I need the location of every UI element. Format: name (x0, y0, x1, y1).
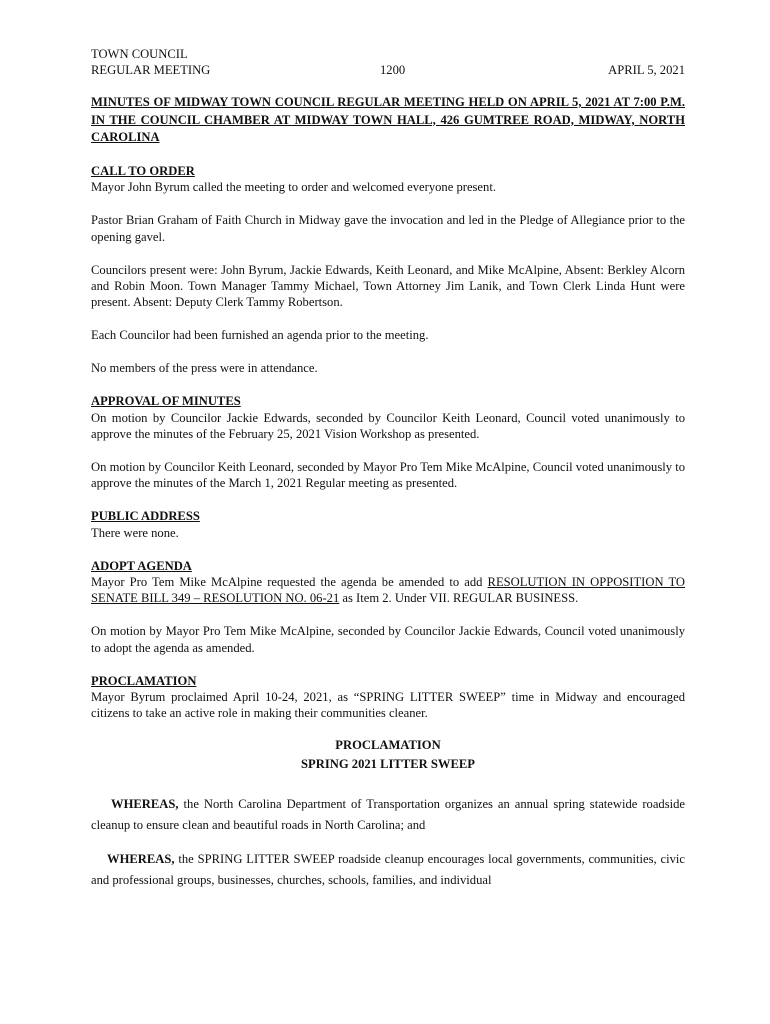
section-heading-approval-of-minutes: APPROVAL OF MINUTES (91, 394, 241, 409)
spacer (91, 656, 685, 673)
paragraph: On motion by Mayor Pro Tem Mike McAlpine, seconded by Councilor Jackie Edwards, Council voted unanimously to adopt the agenda as amended. (91, 624, 685, 655)
section-heading-call-to-order: CALL TO ORDER (91, 164, 195, 178)
spacer (91, 442, 685, 459)
header-org: TOWN COUNCIL (91, 47, 188, 61)
page-header (91, 46, 685, 80)
paragraph: Mayor Byrum proclaimed April 10-24, 2021, as “SPRING LITTER SWEEP” time in Midway and encouraged citizens to take an active role in making their communities cleaner. (91, 689, 685, 721)
whereas-paragraph (91, 794, 685, 837)
whereas-label: WHEREAS, (111, 796, 179, 811)
header-meeting-type: REGULAR MEETING (91, 63, 211, 77)
spacer (91, 541, 685, 558)
document-title: MINUTES OF MIDWAY TOWN COUNCIL REGULAR MEETING HELD ON APRIL 5, 2021 AT 7:00 P.M. IN THE COUNCIL CHAMBER AT MIDWAY TOWN HALL, 426 GUMTREE ROAD, MIDWAY, NORTH CAROLINA (91, 95, 685, 144)
proclamation-title: PROCLAMATION (335, 737, 441, 752)
section-heading-adopt-agenda: ADOPT AGENDA (91, 558, 192, 573)
paragraph: On motion by Councilor Keith Leonard, seconded by Mayor Pro Tem Mike McAlpine, Council voted unanimously to approve the minutes of the March 1, 2021 Regular meeting as presented. (91, 459, 685, 491)
spacer (91, 774, 685, 794)
text-run: the North Carolina Department of Transportation organizes an annual spring statewide roadside cleanup to ensure clean and beautiful roads in North Carolina; and (91, 796, 685, 833)
section-heading-proclamation: PROCLAMATION (91, 673, 197, 688)
spacer (91, 377, 685, 394)
paragraph: No members of the press were in attendance. (91, 361, 318, 376)
spacer (91, 492, 685, 509)
resolution-title: RESOLUTION IN OPPOSITION TO SENATE BILL 349 – RESOLUTION NO. 06-21 (91, 574, 686, 606)
paragraph (91, 574, 685, 607)
paragraph: Each Councilor had been furnished an agenda prior to the meeting. (91, 328, 429, 343)
spacer (91, 245, 685, 262)
paragraph: Pastor Brian Graham of Faith Church in Midway gave the invocation and led in the Pledge of Allegiance prior to the opening gavel. (91, 213, 685, 244)
spacer (91, 311, 685, 328)
spacer (91, 837, 685, 849)
spacer (91, 196, 685, 213)
header-date: APRIL 5, 2021 (608, 63, 685, 77)
text-run: Mayor Pro Tem Mike McAlpine requested the agenda be amended to add (91, 574, 488, 589)
paragraph: Councilors present were: John Byrum, Jackie Edwards, Keith Leonard, and Mike McAlpine, Absent: Berkley Alcorn and Robin Moon. Town Manager Tammy Michael, Town Attorney Jim Lanik, and Town Clerk Linda Hunt were present. Absent: Deputy Clerk Tammy Robertson. (91, 262, 685, 310)
proclamation-subtitle: SPRING 2021 LITTER SWEEP (301, 756, 475, 771)
text-run: as Item 2. Under VII. REGULAR BUSINESS. (339, 591, 579, 606)
spacer (91, 344, 685, 361)
header-page-number: 1200 (380, 63, 406, 77)
whereas-label: WHEREAS, (107, 851, 175, 866)
spacer (91, 722, 685, 736)
paragraph: Mayor John Byrum called the meeting to order and welcomed everyone present. (91, 180, 496, 195)
spacer (91, 147, 685, 164)
spacer (91, 607, 685, 624)
paragraph: There were none. (91, 525, 179, 540)
whereas-paragraph (91, 849, 685, 892)
paragraph: On motion by Councilor Jackie Edwards, seconded by Councilor Keith Leonard, Council voted unanimously to approve the minutes of the February 25, 2021 Vision Workshop as presented. (91, 410, 685, 441)
section-heading-public-address: PUBLIC ADDRESS (91, 509, 200, 524)
text-run: the SPRING LITTER SWEEP roadside cleanup encourages local governments, communities, civic and professional groups, businesses, churches, schools, families, and individual (91, 851, 685, 888)
document-page (91, 46, 685, 892)
